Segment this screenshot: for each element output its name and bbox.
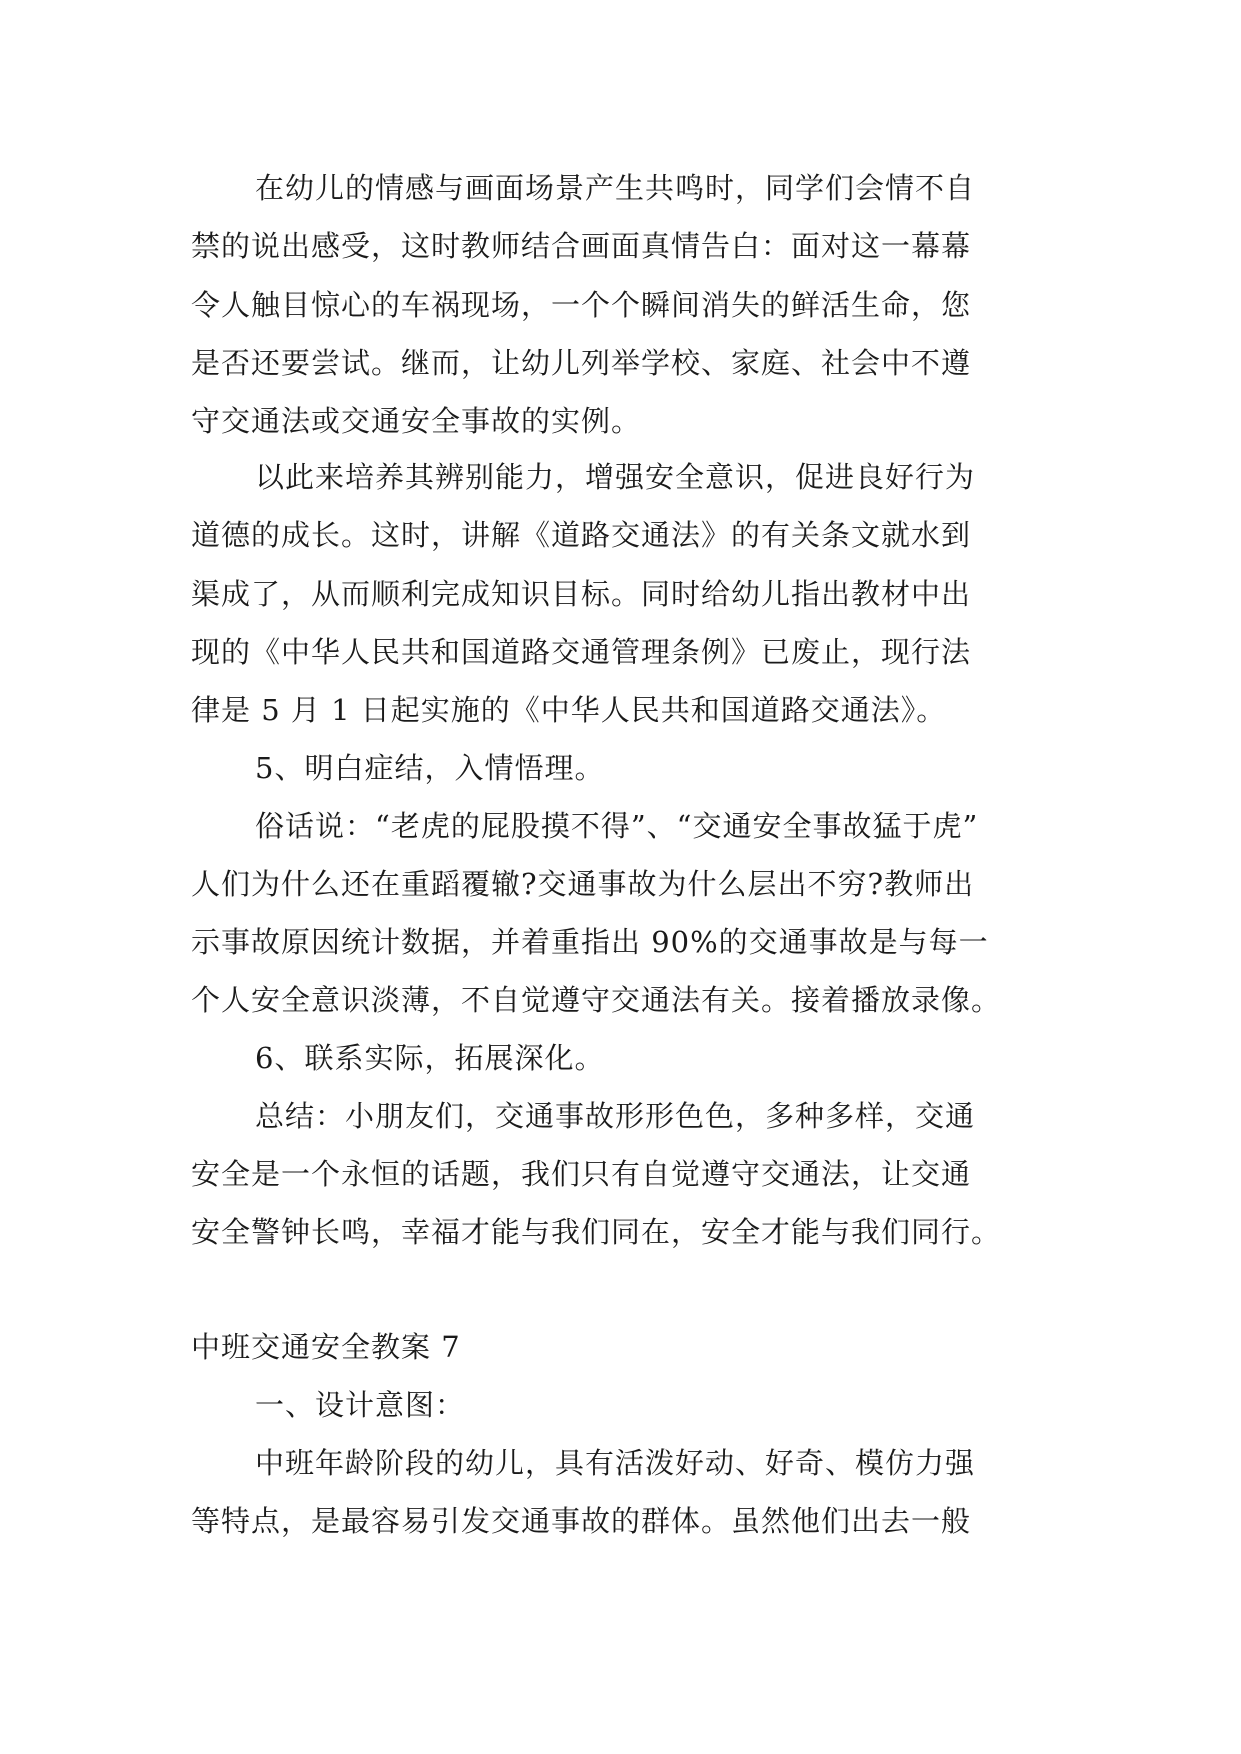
document-title: 中班交通安全教案 7 — [191, 1330, 461, 1364]
paragraph-line: 在幼儿的情感与画面场景产生共鸣时，同学们会情不自 — [255, 171, 976, 205]
paragraph-line: 总结：小朋友们，交通事故形形色色，多种多样，交通 — [255, 1099, 976, 1133]
paragraph-line: 令人触目惊心的车祸现场，一个个瞬间消失的鲜活生命，您 — [191, 288, 972, 322]
paragraph-line: 俗话说：“老虎的屁股摸不得”、“交通安全事故猛于虎” — [255, 809, 979, 843]
section-heading: 6、联系实际，拓展深化。 — [255, 1041, 605, 1075]
paragraph-line: 律是 5 月 1 日起实施的《中华人民共和国道路交通法》。 — [191, 693, 947, 727]
paragraph-line: 禁的说出感受，这时教师结合画面真情告白：面对这一幕幕 — [191, 229, 972, 263]
paragraph-line: 现的《中华人民共和国道路交通管理条例》已废止，现行法 — [191, 635, 972, 669]
paragraph-line: 示事故原因统计数据，并着重指出 90%的交通事故是与每一 — [191, 925, 989, 959]
paragraph-line: 以此来培养其辨别能力，增强安全意识，促进良好行为 — [255, 460, 976, 494]
section-heading: 5、明白症结，入情悟理。 — [255, 751, 605, 785]
paragraph-line: 渠成了，从而顺利完成知识目标。同时给幼儿指出教材中出 — [191, 577, 972, 611]
paragraph-line: 等特点，是最容易引发交通事故的群体。虽然他们出去一般 — [191, 1504, 972, 1538]
section-heading: 一、设计意图： — [255, 1388, 466, 1422]
paragraph-line: 人们为什么还在重蹈覆辙?交通事故为什么层出不穷?教师出 — [191, 867, 975, 901]
paragraph-line: 个人安全意识淡薄，不自觉遵守交通法有关。接着播放录像。 — [191, 983, 1002, 1017]
paragraph-line: 是否还要尝试。继而，让幼儿列举学校、家庭、社会中不遵 — [191, 346, 972, 380]
paragraph-line: 中班年龄阶段的幼儿，具有活泼好动、好奇、模仿力强 — [255, 1446, 976, 1480]
paragraph-line: 安全是一个永恒的话题，我们只有自觉遵守交通法，让交通 — [191, 1157, 972, 1191]
paragraph-line: 守交通法或交通安全事故的实例。 — [191, 404, 642, 438]
paragraph-line: 安全警钟长鸣，幸福才能与我们同在，安全才能与我们同行。 — [191, 1215, 1002, 1249]
paragraph-line: 道德的成长。这时，讲解《道路交通法》的有关条文就水到 — [191, 518, 972, 552]
